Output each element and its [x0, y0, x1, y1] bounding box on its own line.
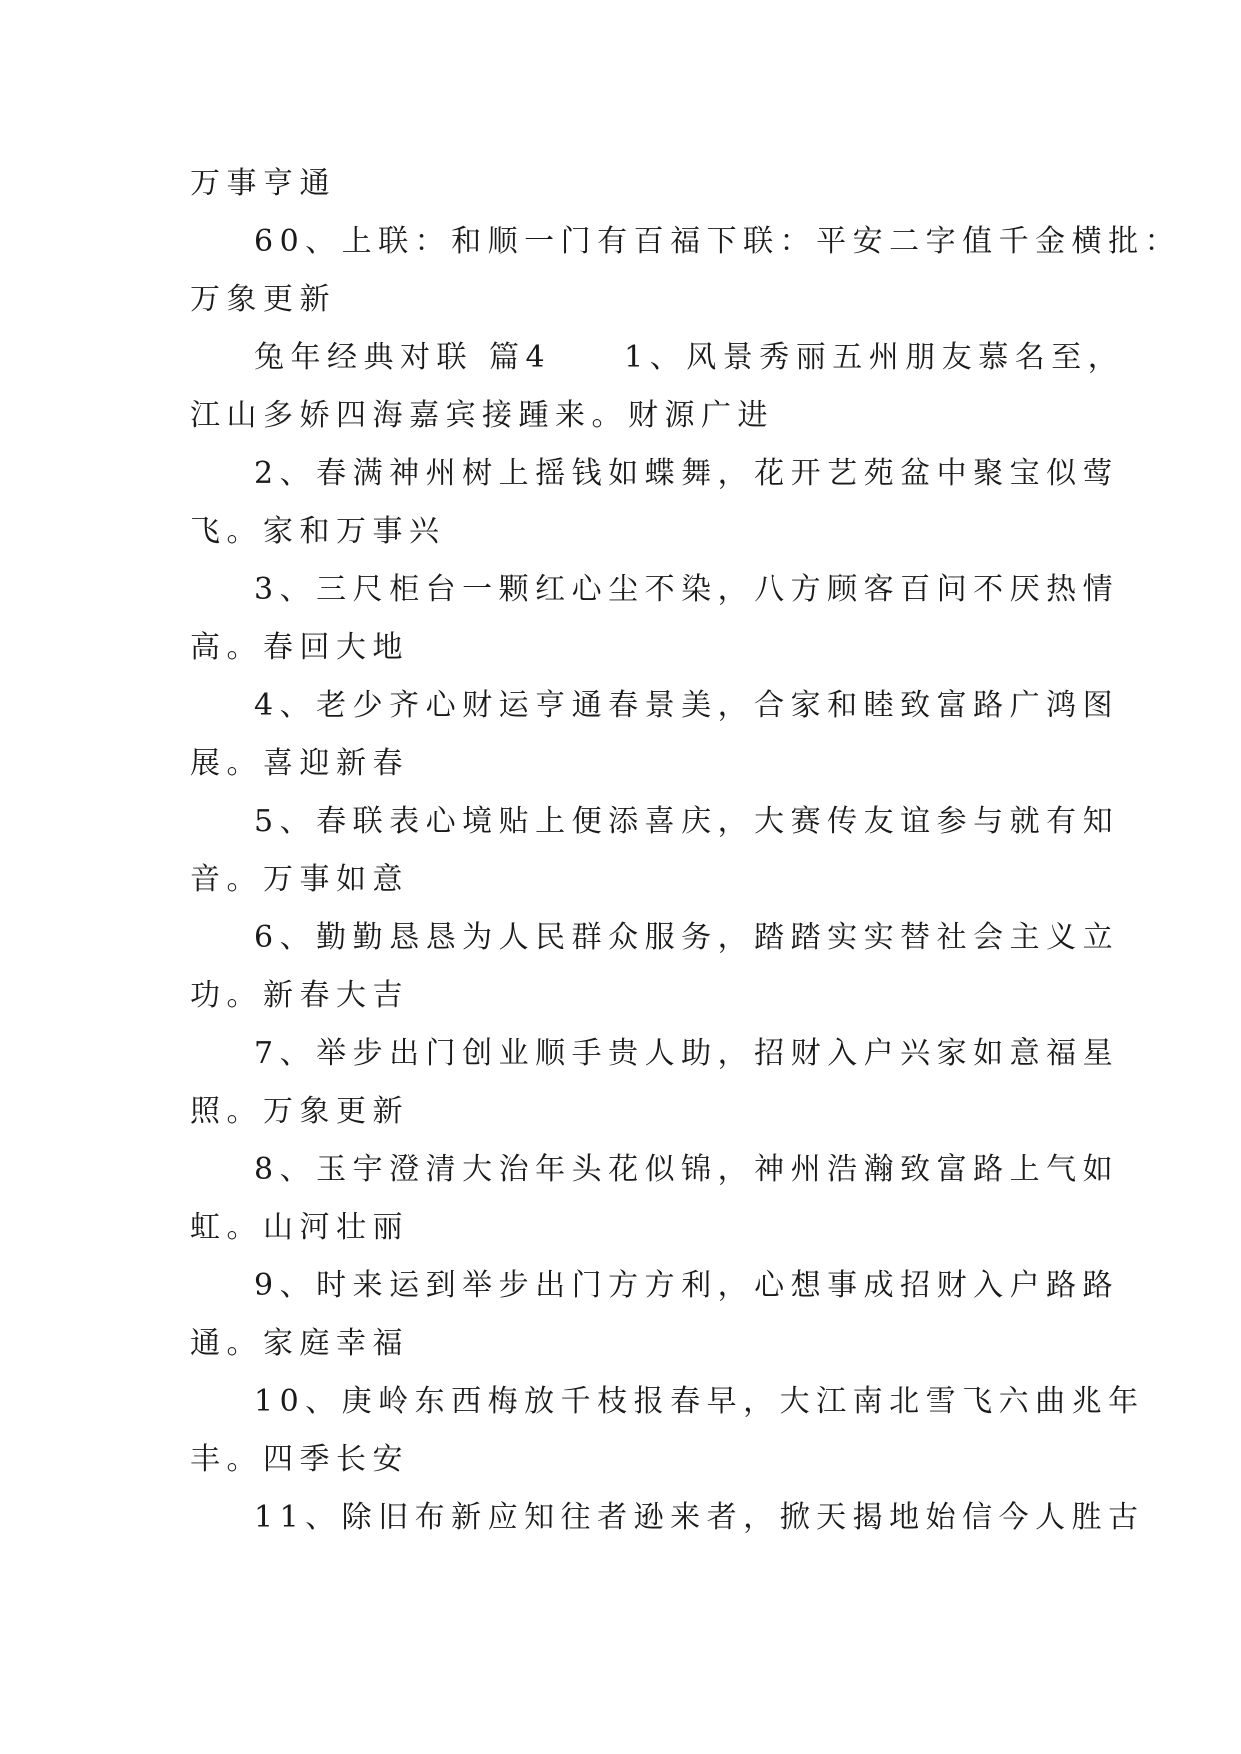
- text-line: 万象更新: [190, 282, 336, 317]
- text-line: 展。喜迎新春: [190, 746, 409, 781]
- text-line: 照。万象更新: [190, 1094, 409, 1129]
- text-line: 9、时来运到举步出门方方利，心想事成招财入户路路: [254, 1268, 1120, 1303]
- text-line: 5、春联表心境贴上便添喜庆，大赛传友谊参与就有知: [254, 804, 1120, 839]
- text-line: 7、举步出门创业顺手贵人助，招财入户兴家如意福星: [254, 1036, 1120, 1071]
- text-line: 6、勤勤恳恳为人民群众服务，踏踏实实替社会主义立: [254, 920, 1120, 955]
- text-line: 3、三尺柜台一颗红心尘不染，八方顾客百问不厌热情: [254, 572, 1120, 607]
- text-line: 飞。家和万事兴: [190, 514, 446, 549]
- text-line: 江山多娇四海嘉宾接踵来。财源广进: [190, 398, 774, 433]
- text-line: 60、上联：和顺一门有百福下联：平安二字值千金横批：: [254, 224, 1182, 259]
- text-line: 功。新春大吉: [190, 978, 409, 1013]
- text-line: 2、春满神州树上摇钱如蝶舞，花开艺苑盆中聚宝似莺: [254, 456, 1120, 491]
- document-body: [190, 155, 1182, 1547]
- text-line: 11、除旧布新应知往者逊来者，掀天揭地始信今人胜古: [254, 1500, 1145, 1535]
- text-line: 10、庚岭东西梅放千枝报春早，大江南北雪飞六曲兆年: [254, 1384, 1145, 1419]
- text-line: 万事亨通: [190, 166, 336, 201]
- section-heading-line: 兔年经典对联 篇4 1、风景秀丽五州朋友慕名至，: [254, 340, 1125, 375]
- text-line: 音。万事如意: [190, 862, 409, 897]
- text-line: 高。春回大地: [190, 630, 409, 665]
- text-line: 8、玉宇澄清大治年头花似锦，神州浩瀚致富路上气如: [254, 1152, 1120, 1187]
- text-line: 通。家庭幸福: [190, 1326, 409, 1361]
- text-line: 4、老少齐心财运亨通春景美，合家和睦致富路广鸿图: [254, 688, 1120, 723]
- text-line: 虹。山河壮丽: [190, 1210, 409, 1245]
- text-line: 丰。四季长安: [190, 1442, 409, 1477]
